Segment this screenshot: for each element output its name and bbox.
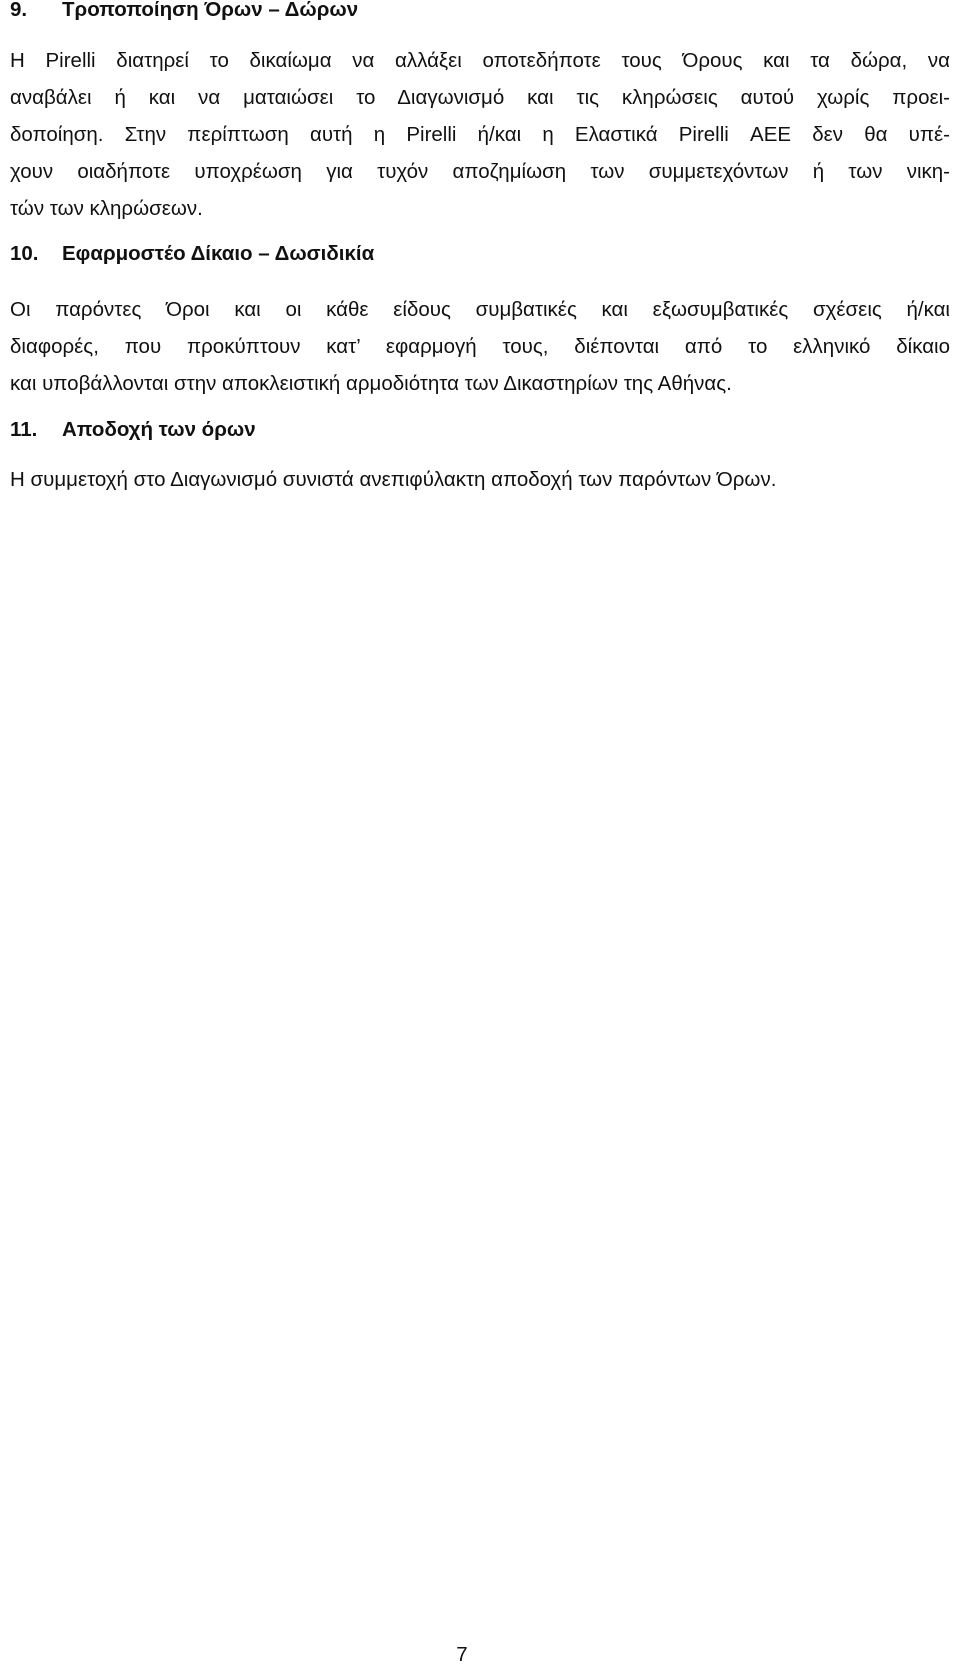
section-10-line-2: διαφορές, που προκύπτουν κατ’ εφαρμογή τους, διέπονται από το ελληνικό δίκαιο: [10, 335, 950, 358]
section-10-title: Εφαρμοστέο Δίκαιο – Δωσιδικία: [62, 242, 375, 265]
section-9-line-3: δοποίηση. Στην περίπτωση αυτή η Pirelli ή/και η Ελαστικά Pirelli ΑΕΕ δεν θα υπέ-: [10, 123, 950, 146]
section-9-number: 9.: [10, 0, 28, 21]
page-number: [0, 1643, 960, 1667]
section-9-title: Τροποποίηση Όρων – Δώρων: [62, 0, 359, 21]
page-number-text: 7: [456, 1643, 468, 1666]
section-10-number: 10.: [10, 242, 39, 265]
section-11-paragraph: [10, 461, 950, 498]
section-10-line-3: και υποβάλλονται στην αποκλειστική αρμοδιότητα των Δικαστηρίων της Αθήνας.: [10, 372, 732, 395]
section-9-heading: [10, 0, 950, 23]
section-9-line-2: αναβάλει ή και να ματαιώσει το Διαγωνισμό και τις κληρώσεις αυτού χωρίς προει-: [10, 86, 950, 109]
section-9-paragraph: [10, 42, 950, 227]
section-9-line-4: χουν οιαδήποτε υποχρέωση για τυχόν αποζημίωση των συμμετεχόντων ή των νικη-: [10, 160, 950, 183]
section-10-paragraph: [10, 291, 950, 402]
section-9-line-1: Η Pirelli διατηρεί το δικαίωμα να αλλάξει οποτεδήποτε τους Όρους και τα δώρα, να: [10, 49, 950, 72]
section-11-number: 11.: [10, 418, 38, 441]
section-11-line-1: Η συμμετοχή στο Διαγωνισμό συνιστά ανεπιφύλακτη αποδοχή των παρόντων Όρων.: [10, 468, 777, 491]
section-11-title: Αποδοχή των όρων: [62, 418, 256, 441]
section-9-line-5: τών των κληρώσεων.: [10, 197, 203, 220]
section-10-heading: [10, 241, 950, 267]
page-content: [10, 0, 950, 498]
section-10-line-1: Οι παρόντες Όροι και οι κάθε είδους συμβατικές και εξωσυμβατικές σχέσεις ή/και: [10, 298, 950, 321]
section-11-heading: [10, 417, 950, 443]
